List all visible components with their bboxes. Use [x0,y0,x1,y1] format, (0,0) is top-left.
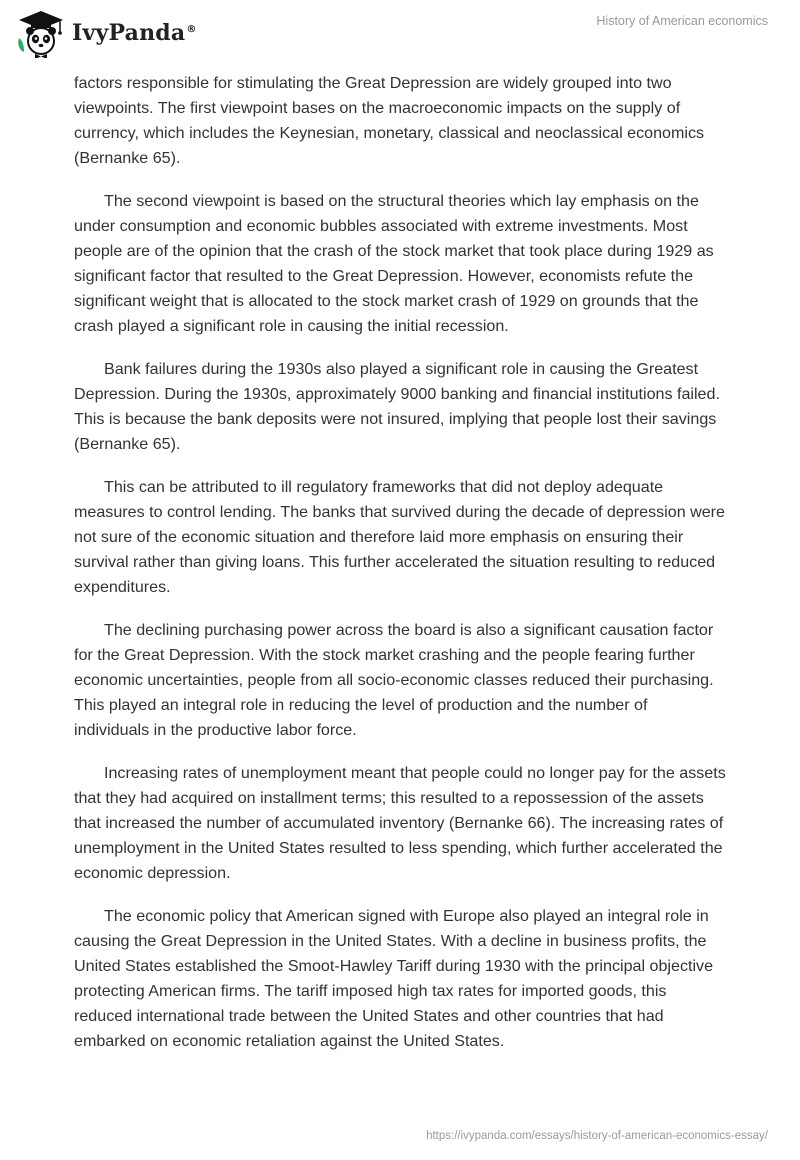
document-title: History of American economics [596,14,768,28]
paragraph: The second viewpoint is based on the structural theories which lay emphasis on the under consumption and economic bubbles associated with extreme investments. Most people are of the opinion that the crash of the stock market that took place during 1929 as significant factor that resulted to the Great Depression. However, economists refute the significant weight that is allocated to the stock market crash of 1929 on grounds that the crash played a significant role in causing the initial recession. [74,192,714,335]
paragraph: This can be attributed to ill regulatory frameworks that did not deploy adequate measures to control lending. The banks that survived during the decade of depression were not sure of the economic situation and therefore laid more emphasis on ensuring their survival rather than giving loans. This further accelerated the situation resulting to reduced expenditures. [74,478,725,596]
paragraph: Bank failures during the 1930s also played a significant role in causing the Greatest Depression. During the 1930s, approximately 9000 banking and financial institutions failed. This is because the bank deposits were not insured, implying that people lost their savings (Bernanke 65). [74,360,720,453]
panda-graduation-cap-icon [16,8,66,58]
brand-logo-link[interactable] [16,8,197,58]
paragraph: The declining purchasing power across the board is also a significant causation factor for the Great Depression. With the stock market crashing and the people fearing further economic uncertainties, people from all socio-economic classes reduced their purchasing. This played an integral role in reducing the level of production and the number of individuals in the productive labor force. [74,621,714,739]
paragraph: factors responsible for stimulating the Great Depression are widely grouped into two viewpoints. The first viewpoint bases on the macroeconomic impacts on the supply of currency, which includes the Keynesian, monetary, classical and neoclassical economics (Bernanke 65). [74,74,705,167]
source-url-link[interactable]: https://ivypanda.com/essays/history-of-american-economics-essay/ [426,1130,768,1142]
paragraph: The economic policy that American signed with Europe also played an integral role in causing the Great Depression in the United States. With a decline in business profits, the United States established the Smoot-Hawley Tariff during 1930 with the principal objective protecting American firms. The tariff imposed high tax rates for imported goods, this reduced international trade between the United States and other countries that had embarked on economic retaliation against the United States. [74,907,714,1050]
essay-body [74,71,726,1072]
paragraph: Increasing rates of unemployment meant that people could no longer pay for the assets that they had acquired on installment terms; this resulted to a repossession of the assets that increased the number of accumulated inventory (Bernanke 66). The increasing rates of unemployment in the United States resulted to less spending, which further accelerated the economic depression. [74,764,726,882]
brand-name: IvyPanda® [72,20,197,46]
registered-mark: ® [186,23,197,35]
page-header [0,0,800,70]
